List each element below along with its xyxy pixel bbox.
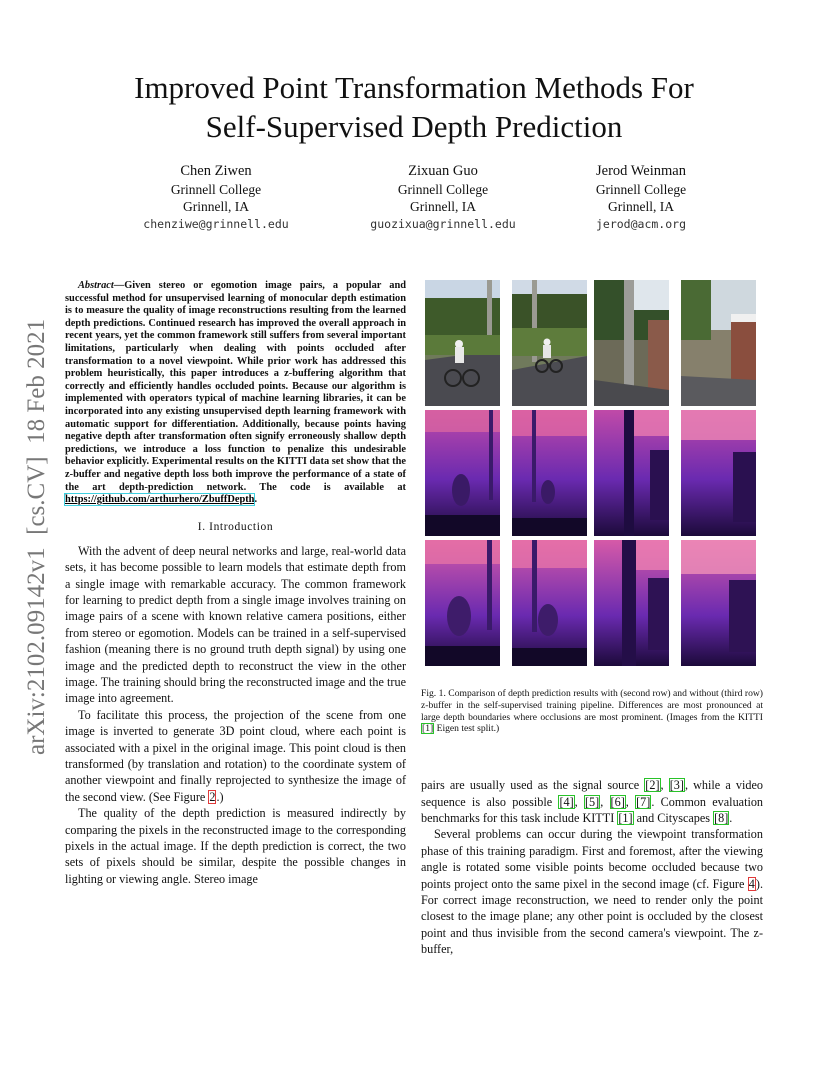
abstract-end: . <box>254 494 258 506</box>
right-paragraph-1 <box>421 777 763 826</box>
rgb-image-cyclist-1 <box>425 280 500 406</box>
author-affiliation: Grinnell College <box>170 181 262 197</box>
author-email[interactable]: chenziwe@grinnell.edu <box>143 216 289 231</box>
citation-link[interactable]: [7] <box>636 794 651 809</box>
intro-paragraph-1: With the advent of deep neural networks and large, real-world data sets, it has become possible to learn models that estimate depth from a single image with remarkable accuracy. The common framework for learning to predict depth from a single image involves training on image pairs of a scene with known relative camera positions, either from stereo or egomotion. Models can be trained in a self-supervised fashion (meaning there is no ground truth depth signal) by using one image and the predicted depth to reconstruct the view in the other image. The training should bring the reconstructed image and the true image into agreement. <box>65 543 406 706</box>
paragraph-text: , while a video sequence is also possible <box>421 778 764 809</box>
rgb-image-street-pole <box>594 280 669 406</box>
citation-link[interactable]: [2] <box>645 778 660 793</box>
depth-no-zbuffer-4 <box>681 540 756 666</box>
paragraph-text: , <box>574 794 584 809</box>
author-location: Grinnell, IA <box>608 199 674 214</box>
paragraph-text: and Cityscapes <box>633 811 714 825</box>
arxiv-id-text: arXiv:2102.09142v1 [cs.CV] 18 Feb 2021 <box>23 318 50 755</box>
left-column <box>65 280 406 887</box>
caption-text: Eigen test split.) <box>434 723 500 735</box>
author-block-2 <box>338 163 548 233</box>
citation-link[interactable]: [4] <box>559 794 574 809</box>
author-name: Chen Ziwen <box>180 163 252 179</box>
paragraph-text: , <box>660 778 669 793</box>
paragraph-text: , <box>625 794 636 809</box>
author-location: Grinnell, IA <box>183 199 249 214</box>
figure-ref-link[interactable]: 2 <box>209 789 216 804</box>
right-body-text <box>421 777 763 957</box>
citation-link[interactable]: [5] <box>585 794 600 809</box>
depth-no-zbuffer-3 <box>594 540 669 666</box>
citation-link[interactable]: [1] <box>422 723 434 735</box>
depth-no-zbuffer-1 <box>425 540 500 666</box>
depth-zbuffer-4 <box>681 410 756 536</box>
title-line-1: Improved Point Transformation Methods For <box>134 70 694 105</box>
author-affiliation: Grinnell College <box>397 181 489 197</box>
title-line-2: Self-Supervised Depth Prediction <box>205 109 623 144</box>
paragraph-text: . Common evaluation benchmarks for this task include KITTI <box>421 794 764 825</box>
citation-link[interactable]: [8] <box>714 811 729 825</box>
abstract-lead: Abstract <box>78 280 114 291</box>
right-column <box>421 280 763 958</box>
paper-title <box>60 68 768 146</box>
right-paragraph-2 <box>421 826 763 957</box>
paragraph-text: . <box>729 811 733 825</box>
author-email[interactable]: guozixua@grinnell.edu <box>370 216 516 231</box>
arxiv-identifier <box>18 285 52 755</box>
citation-link[interactable]: [1] <box>618 811 633 825</box>
author-location: Grinnell, IA <box>410 199 476 214</box>
section-title: Introduction <box>209 520 274 533</box>
section-heading <box>65 521 406 533</box>
citation-link[interactable]: [6] <box>610 794 625 809</box>
figure-1-image-grid <box>421 280 763 670</box>
author-affiliation: Grinnell College <box>595 181 687 197</box>
depth-zbuffer-1 <box>425 410 500 536</box>
figure-1-caption <box>421 688 763 735</box>
citation-link[interactable]: [3] <box>669 778 684 793</box>
abstract <box>65 280 406 507</box>
author-name: Jerod Weinman <box>596 163 686 179</box>
paragraph-text: pairs are usually used as the signal source <box>421 778 645 793</box>
rgb-image-brick-wall <box>681 280 756 406</box>
rgb-image-cyclist-2 <box>512 280 587 406</box>
intro-paragraph-2 <box>65 707 406 805</box>
section-number: I. <box>197 520 206 533</box>
intro-paragraph-3: The quality of the depth prediction is measured indirectly by comparing the pixels in the reconstructed image to the corresponding pixels in the actual image. If the depth prediction is correct, the two sets of pixels should be similar, despite the possible changes in lighting or viewing angle. Stereo image <box>65 806 406 886</box>
paragraph-text: ). For correct image reconstruction, we need to render only the point closest to the image plane; any other point is occluded by the closest point and thus invisible from the second camera's viewpoint. The z-buffer, <box>421 876 763 957</box>
caption-text: Fig. 1. Comparison of depth prediction results with (second row) and without (third row) z-buffer in the self-supervised training pipeline. Differences are most pronounced at large depth boundaries where occlusions are most prominent. (Images from the KITTI <box>421 688 763 723</box>
author-block-1 <box>111 163 321 233</box>
abstract-text: —Given stereo or egomotion image pairs, a popular and successful method for unsupervised learning of monocular depth estimation is to measure the quality of image reconstructions resulting from the learned depth predictions. Continued research has improved the overall approach in recent years, yet the common framework still suffers from several important limitations, particularly when dealing with points occluded after transformation to a novel viewpoint. While prior work has addressed this problem heuristically, this paper introduces a z-buffering algorithm that correctly and efficiently handles occluded points. Because our algorithm is implemented with operators typical of machine learning libraries, it can be incorporated into any existing unsupervised depth learning framework with automatic support for differentiation. Additionally, because points having negative depth after transformation often signify erroneously shallow depth predictions, we introduce a loss function to penalize this undesirable behavior explicitly. Experimental results on the KITTI data set show that the z-buffer and negative depth loss both improve the performance of a state of the art depth-prediction network. The code is available at <box>65 280 406 493</box>
paragraph-text: Several problems can occur during the viewpoint transformation phase of this training paradigm. First and foremost, after the viewing angle is rotated some visible points become occluded because two points project onto the same pixel in the second image (cf. Figure <box>421 827 763 891</box>
author-block-3 <box>536 163 746 233</box>
depth-zbuffer-3 <box>594 410 669 536</box>
paragraph-text: To facilitate this process, the projection of the scene from one image is inverted to generate 3D point cloud, where each point is associated with a pixel in the original image. This point cloud is then transformed (by translation and rotation) to the coordinate system of another viewpoint and finally reprojected to synthesize the image of the second view. (See Figure <box>65 707 406 804</box>
paragraph-text: , <box>600 794 610 809</box>
depth-no-zbuffer-2 <box>512 540 587 666</box>
figure-ref-link[interactable]: 4 <box>748 876 755 891</box>
code-link[interactable]: https://github.com/arthurhero/ZbuffDepth <box>65 494 255 506</box>
author-name: Zixuan Guo <box>408 163 478 179</box>
author-email[interactable]: jerod@acm.org <box>595 216 686 231</box>
paragraph-text: .) <box>216 789 224 804</box>
depth-zbuffer-2 <box>512 410 587 536</box>
